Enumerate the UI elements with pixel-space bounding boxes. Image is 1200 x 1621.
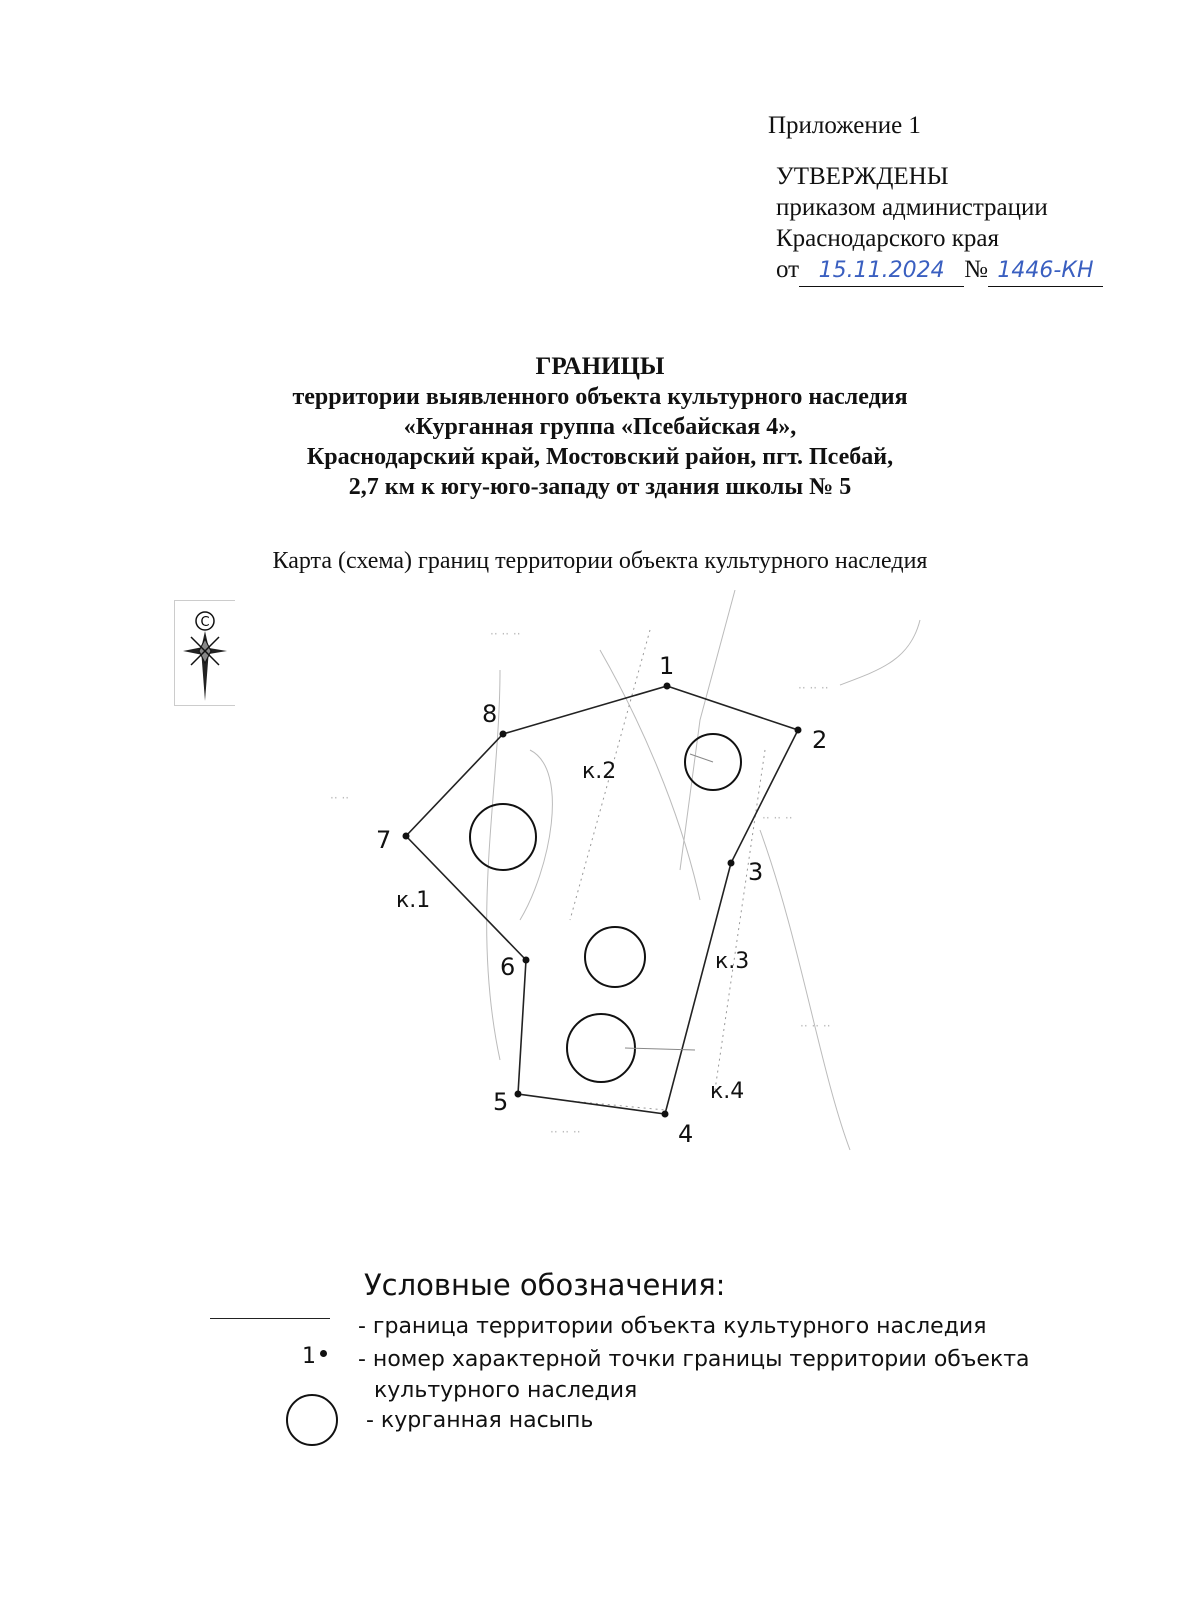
title-line-1: территории выявленного объекта культурного наследия <box>292 384 908 410</box>
legend-mound-symbol <box>286 1394 338 1446</box>
appendix-label: Приложение 1 <box>768 112 921 139</box>
map-subtitle: Карта (схема) границ территории объекта культурного наследия <box>272 548 928 574</box>
mound-label-4: к.4 <box>710 1079 745 1104</box>
mound-circle-4 <box>567 1014 635 1082</box>
mound-label-1: к.1 <box>396 888 431 913</box>
document-title <box>0 352 1200 502</box>
point-labels <box>376 652 827 1148</box>
north-arrow <box>174 600 235 706</box>
point-dot-3 <box>728 860 735 867</box>
legend-point-symbol <box>302 1344 327 1369</box>
point-label-4: 4 <box>678 1120 694 1148</box>
svg-text:·· ·· ··: ·· ·· ·· <box>762 811 793 825</box>
title-line-2: «Курганная группа «Псебайская 4», <box>403 414 797 440</box>
point-dot-1 <box>664 683 671 690</box>
point-dot-8 <box>500 731 507 738</box>
point-dot-6 <box>523 957 530 964</box>
point-label-3: 3 <box>748 858 764 886</box>
legend-point-line-2: культурного наследия <box>374 1378 638 1403</box>
title-main: ГРАНИЦЫ <box>535 353 665 380</box>
point-label-2: 2 <box>812 726 828 754</box>
svg-text:·· ·· ··: ·· ·· ·· <box>550 1125 581 1139</box>
point-label-6: 6 <box>500 953 516 981</box>
approval-line-2: приказом администрации <box>776 194 1048 221</box>
mound-labels <box>396 759 749 1104</box>
title-line-3: Краснодарский край, Мостовский район, пгт. Псебай, <box>306 444 894 470</box>
svg-text:·· ··: ·· ·· <box>330 791 350 805</box>
handwritten-date: 15.11.2024 <box>818 258 945 283</box>
mound-label-3: к.3 <box>715 949 750 974</box>
point-label-1: 1 <box>659 652 675 680</box>
mound-circle-3 <box>585 927 645 987</box>
boundary-points <box>403 683 802 1118</box>
handwritten-number: 1446-КН <box>997 258 1094 283</box>
dotted-guides <box>560 630 765 1110</box>
compass-letter: С <box>200 615 210 630</box>
svg-text:·· ·· ··: ·· ·· ·· <box>800 1019 831 1033</box>
approval-block <box>768 110 1103 287</box>
mound-circle-1 <box>470 804 536 870</box>
legend-boundary-text: - граница территории объекта культурного наследия <box>358 1314 987 1339</box>
svg-text:·· ·· ··: ·· ·· ·· <box>798 681 829 695</box>
legend-boundary-swatch <box>210 1318 330 1319</box>
date-prefix: от <box>776 256 800 283</box>
svg-text:·· ·· ··: ·· ·· ·· <box>490 627 521 641</box>
point-dot-4 <box>662 1111 669 1118</box>
point-label-7: 7 <box>376 826 392 854</box>
approval-date-line <box>776 254 1103 287</box>
legend-point-line-1: - номер характерной точки границы территории объекта <box>358 1347 1030 1372</box>
approval-line-3: Краснодарского края <box>776 225 999 252</box>
approved-heading: УТВЕРЖДЕНЫ <box>776 163 949 190</box>
point-label-8: 8 <box>482 700 498 728</box>
point-dot-7 <box>403 833 410 840</box>
mound-dimension-lines <box>625 754 713 1050</box>
legend-mound-text: - курганная насыпь <box>366 1408 594 1433</box>
mound-label-2: к.2 <box>582 759 617 784</box>
point-dot-5 <box>515 1091 522 1098</box>
boundary-map <box>320 590 960 1190</box>
point-label-5: 5 <box>493 1088 509 1116</box>
legend-title: Условные обозначения: <box>364 1268 726 1302</box>
background-contours <box>487 590 920 1150</box>
title-line-4: 2,7 км к югу-юго-западу от здания школы № 5 <box>348 474 852 500</box>
legend-point-text <box>358 1344 1030 1406</box>
number-prefix: № <box>964 256 988 283</box>
point-dot-2 <box>795 727 802 734</box>
legend-point-dot <box>320 1350 327 1357</box>
legend-point-number: 1 <box>302 1344 316 1369</box>
